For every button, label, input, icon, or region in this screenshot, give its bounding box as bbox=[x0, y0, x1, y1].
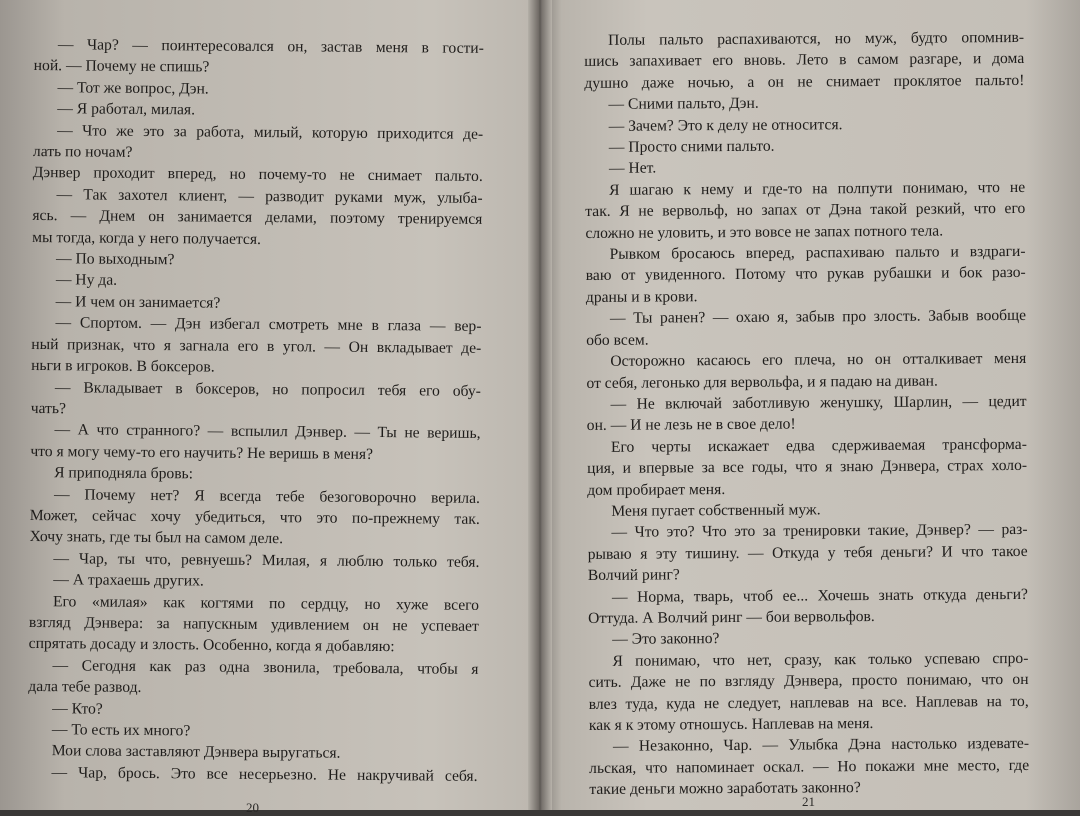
text-line: Его черты искажает едва сдерживаемая трансформа- bbox=[610, 435, 1027, 456]
text-line: ной. — Почему не спишь? bbox=[33, 57, 210, 76]
text-line: он. — И не лезь не в свое дело! bbox=[586, 415, 796, 435]
text-line: сложно не уловить, и это вовсе не запах потного тела. bbox=[585, 222, 944, 242]
text-line: — Кто? bbox=[52, 699, 103, 718]
text-line: Его «милая» как когтями по сердцу, но хуже всего bbox=[52, 592, 480, 614]
text-line: — Норма, тварь, чтоб ее... Хочешь знать откуда деньги? bbox=[611, 585, 1029, 606]
text-line: дала тебе развод. bbox=[28, 678, 142, 697]
text-line: рываю я эту тишину. — Откуда у тебя деньги? И что такое bbox=[587, 542, 1028, 563]
text-line: льская, что напоминает оскал. — Но покажи мне место, где bbox=[589, 756, 1030, 777]
text-line: взгляд Дэнвера: за напускным удивлением он не успевает bbox=[28, 613, 479, 635]
text-line: Меня пугает собственный муж. bbox=[611, 501, 821, 520]
text-line: обо всем. bbox=[586, 331, 649, 349]
text-line: — Сегодня как раз одна звонила, требовала, чтобы я bbox=[52, 656, 479, 678]
text-line: — И чем он занимается? bbox=[55, 293, 221, 312]
text-line: шись запахивает его вновь. Лето в самом разгаре, и дома bbox=[584, 50, 1025, 71]
text-line: Дэнвер проходит вперед, но почему-то не снимает пальто. bbox=[32, 164, 483, 186]
text-line: — Почему нет? Я всегда тебе безоговорочно верила. bbox=[53, 485, 481, 507]
text-line: как я к этому отношусь. Наплевав на меня. bbox=[588, 714, 874, 734]
text-line: Я приподняла бровь: bbox=[54, 464, 194, 483]
text-line: сить. Даже не по взгляду Дэнвера, просто понимаю, что он bbox=[588, 671, 1029, 692]
text-line: Волчий ринг? bbox=[587, 566, 680, 585]
text-line: ный признак, что я загнала его в угол. — Он вкладывает де- bbox=[31, 335, 482, 357]
left-page bbox=[0, 0, 528, 815]
text-line: — Чар? — поинтересовался он, застав меня в гости- bbox=[57, 36, 484, 57]
text-line: — Вкладывает в боксеров, но попросил тебя его обу- bbox=[54, 378, 481, 400]
text-line: драны и в крови. bbox=[585, 288, 698, 306]
right-page-number: 21 bbox=[802, 794, 815, 809]
text-line: — То есть их много? bbox=[51, 721, 191, 740]
text-line: ньги в игроков. В боксеров. bbox=[31, 357, 215, 376]
text-line: — Я работал, милая. bbox=[57, 100, 196, 119]
text-line: — Незаконно, Чар. — Улыбка Дэна настолько издевате- bbox=[612, 735, 1030, 756]
text-line: — А что странного? — вспылил Дэнвер. — Ты не веришь, bbox=[54, 421, 481, 443]
text-line: — Так захотел клиент, — разводит руками муж, улыба- bbox=[56, 186, 483, 207]
text-line: Полы пальто распахиваются, но муж, будто опомнив- bbox=[608, 28, 1025, 49]
right-page bbox=[552, 0, 1080, 810]
text-line: Мои слова заставляют Дэнвера выругаться. bbox=[51, 742, 341, 763]
text-line: душно даже ночью, а он не снимает проклятое пальто! bbox=[584, 71, 1025, 92]
text-line: — По выходным? bbox=[55, 250, 175, 269]
text-line: так. Я не вервольф, но запах от Дэна такой резкий, что его bbox=[585, 200, 1026, 221]
text-line: Хочу знать, где ты был на самом деле. bbox=[29, 528, 284, 548]
text-line: ваю от увиденного. Потому что рукав рубашки и бок разо- bbox=[585, 264, 1026, 285]
text-line: Осторожно касаюсь его плеча, но он отталкивает меня bbox=[610, 350, 1027, 370]
text-line: — Зачем? Это к делу не относится. bbox=[608, 115, 843, 135]
left-page-text bbox=[27, 34, 484, 787]
text-line: — Не включай заботливую женушку, Шарлин, — цедит bbox=[610, 392, 1027, 413]
right-page-text bbox=[584, 27, 1029, 801]
text-line: ция, и впервые за все годы, что я знаю Дэнвера, страх холо- bbox=[587, 457, 1028, 478]
text-line: Рывком бросаюсь вперед, распахиваю пальто и вздраги- bbox=[609, 242, 1026, 263]
text-line: Я понимаю, что нет, сразу, как только успеваю спро- bbox=[612, 649, 1029, 670]
text-line: — Спортом. — Дэн избегал смотреть мне в глаза — вер- bbox=[55, 314, 482, 336]
text-line: — Что это? Что это за тренировки такие, Дэнвер? — раз- bbox=[611, 521, 1028, 542]
text-line: — Ты ранен? — охаю я, забыв про злость. Забыв вообще bbox=[609, 307, 1027, 328]
text-line: — Тот же вопрос, Дэн. bbox=[57, 79, 209, 98]
text-line: — Чар, брось. Это все несерьезно. Не накручивай себя. bbox=[51, 763, 478, 785]
text-line: Я шагаю к нему и где-то на полпути понимаю, что не bbox=[609, 178, 1026, 199]
text-line: — Просто сними пальто. bbox=[608, 137, 775, 156]
text-line: лать по ночам? bbox=[32, 143, 133, 161]
text-line: дом пробирает меня. bbox=[587, 480, 726, 499]
text-line: спрятать досаду и злость. Особенно, когда я добавляю: bbox=[28, 635, 395, 656]
text-line: влез туда, куда не следует, наплевав на все. Наплевав на то, bbox=[588, 692, 1029, 713]
text-line: — Что же это за работа, милый, которую приходится де- bbox=[57, 121, 484, 143]
book-gutter bbox=[528, 0, 552, 810]
text-line: чать? bbox=[30, 399, 67, 418]
text-line: — Нет. bbox=[608, 159, 657, 178]
text-line: такие деньги можно заработать законно? bbox=[589, 779, 861, 799]
text-line: — Ну да. bbox=[55, 271, 118, 290]
text-line: Оттуда. А Волчий ринг — бои вервольфов. bbox=[588, 607, 875, 627]
text-line: Может, сейчас хочу убедиться, что это по-прежнему так. bbox=[29, 506, 480, 528]
text-line: мы тогда, когда у него получается. bbox=[32, 228, 262, 248]
text-line: ясь. — Днем он занимается делами, поэтому тренируемся bbox=[32, 207, 483, 229]
text-line: — Чар, ты что, ревнуешь? Милая, я люблю только тебя. bbox=[53, 549, 480, 571]
text-line: что я могу чему-то его научить? Не веришь в меня? bbox=[30, 442, 374, 463]
text-line: — Это законно? bbox=[612, 630, 720, 649]
left-page-number: 20 bbox=[246, 800, 259, 815]
text-line: — А трахаешь других. bbox=[53, 571, 204, 590]
text-line: — Сними пальто, Дэн. bbox=[608, 95, 759, 114]
text-line: от себя, легонько для вервольфа, и я падаю на диван. bbox=[586, 372, 938, 392]
